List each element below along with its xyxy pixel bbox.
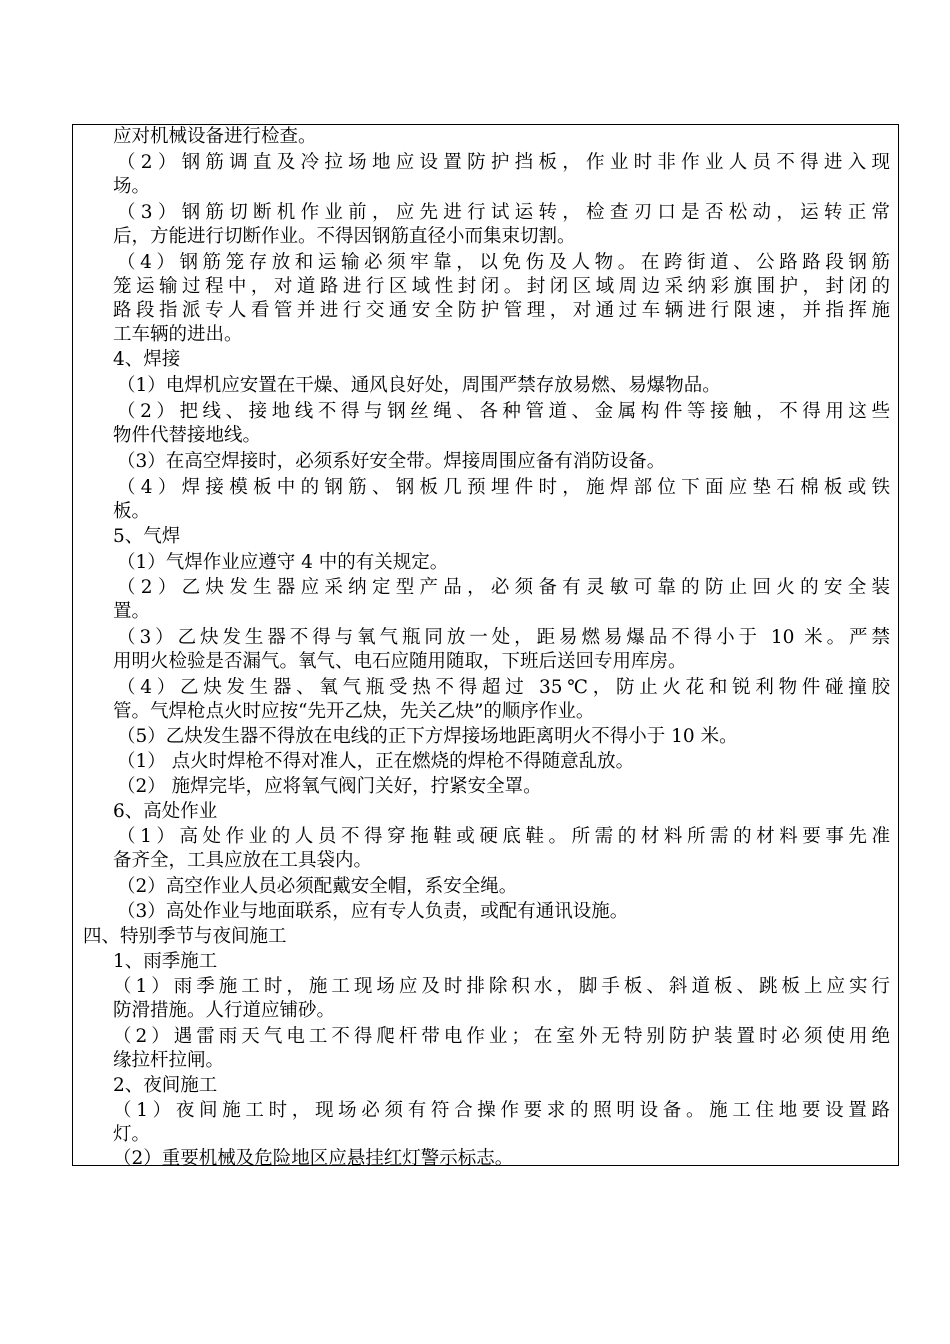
text-line: 场。 xyxy=(113,176,151,197)
text-line: （1）气焊作业应遵守 4 中的有关规定。 xyxy=(117,552,449,573)
text-line: （1） 点火时焊枪不得对准人，正在燃烧的焊枪不得随意乱放。 xyxy=(117,751,635,772)
text-line: （3）高处作业与地面联系，应有专人负责，或配有通讯设施。 xyxy=(117,901,629,922)
text-line: （1）高处作业的人员不得穿拖鞋或硬底鞋。所需的材料所需的材料要事先准 xyxy=(117,826,890,847)
section-heading: 5、气焊 xyxy=(113,526,181,547)
text-line: （2）把线、接地线不得与钢丝绳、各种管道、金属构件等接触，不得用这些 xyxy=(117,401,890,422)
text-line: 笼运输过程中，对道路进行区域性封闭。封闭区域周边采纳彩旗围护，封闭的 xyxy=(113,276,890,297)
text-line: 后，方能进行切断作业。不得因钢筋直径小而集束切割。 xyxy=(113,226,576,247)
text-line: 防滑措施。人行道应铺砂。 xyxy=(113,1000,336,1021)
text-line: （3）在高空焊接时，必须系好安全带。焊接周围应备有消防设备。 xyxy=(117,451,666,472)
text-line: 工车辆的进出。 xyxy=(113,324,243,345)
text-line: （3）钢筋切断机作业前，应先进行试运转，检查刃口是否松动，运转正常 xyxy=(117,202,890,223)
text-line: 用明火检验是否漏气。氧气、电石应随用随取，下班后送回专用库房。 xyxy=(113,651,687,672)
text-line: 备齐全，工具应放在工具袋内。 xyxy=(113,850,373,871)
text-line: 置。 xyxy=(113,601,151,622)
text-line: （4）乙炔发生器、氧气瓶受热不得超过 35℃，防止火花和锐利物件碰撞胶 xyxy=(117,677,890,698)
text-line: （5）乙炔发生器不得放在电线的正下方焊接场地距离明火不得小于 10 米。 xyxy=(117,726,738,747)
text-line: 应对机械设备进行检查。 xyxy=(113,126,317,147)
text-line: （4）钢筋笼存放和运输必须牢靠，以免伤及人物。在跨街道、公路路段钢筋 xyxy=(117,252,890,273)
section-heading: 1、雨季施工 xyxy=(113,951,218,972)
text-line: （2）高空作业人员必须配戴安全帽，系安全绳。 xyxy=(117,876,518,897)
text-line: （1）雨季施工时，施工现场应及时排除积水，脚手板、斜道板、跳板上应实行 xyxy=(113,976,890,997)
section-heading: 4、焊接 xyxy=(113,349,181,370)
text-line: 缘拉杆拉闸。 xyxy=(113,1050,225,1071)
document-table-cell xyxy=(72,124,899,1169)
text-line: 板。 xyxy=(113,501,151,522)
text-line: （1）电焊机应安置在干燥、通风良好处，周围严禁存放易燃、易爆物品。 xyxy=(117,375,721,396)
text-line: （2）重要机械及危险地区应悬挂红灯警示标志。 xyxy=(113,1148,514,1169)
text-line: （2）乙炔发生器应采纳定型产品，必须备有灵敏可靠的防止回火的安全装 xyxy=(117,577,890,598)
text-line: （2） 施焊完毕，应将氧气阀门关好，拧紧安全罩。 xyxy=(117,776,542,797)
text-line: （3）乙炔发生器不得与氧气瓶同放一处，距易燃易爆品不得小于 10 米。严禁 xyxy=(117,627,890,648)
text-line: 管。气焊枪点火时应按“先开乙炔，先关乙炔”的顺序作业。 xyxy=(113,701,595,722)
text-line: 路段指派专人看管并进行交通安全防护管理，对通过车辆进行限速，并指挥施 xyxy=(113,300,890,321)
text-line: （4）焊接模板中的钢筋、钢板几预埋件时，施焊部位下面应垫石棉板或铁 xyxy=(117,477,890,498)
text-line: （2）钢筋调直及冷拉场地应设置防护挡板，作业时非作业人员不得进入现 xyxy=(117,152,890,173)
text-line: 物件代替接地线。 xyxy=(113,425,262,446)
section-heading: 6、高处作业 xyxy=(113,801,218,822)
section-heading: 2、夜间施工 xyxy=(113,1075,218,1096)
chapter-heading: 四、特别季节与夜间施工 xyxy=(83,926,287,947)
text-line: （1）夜间施工时，现场必须有符合操作要求的照明设备。施工住地要设置路 xyxy=(113,1100,890,1121)
text-line: 灯。 xyxy=(113,1124,151,1145)
text-line: （2）遇雷雨天气电工不得爬杆带电作业；在室外无特别防护装置时必须使用绝 xyxy=(113,1026,890,1047)
